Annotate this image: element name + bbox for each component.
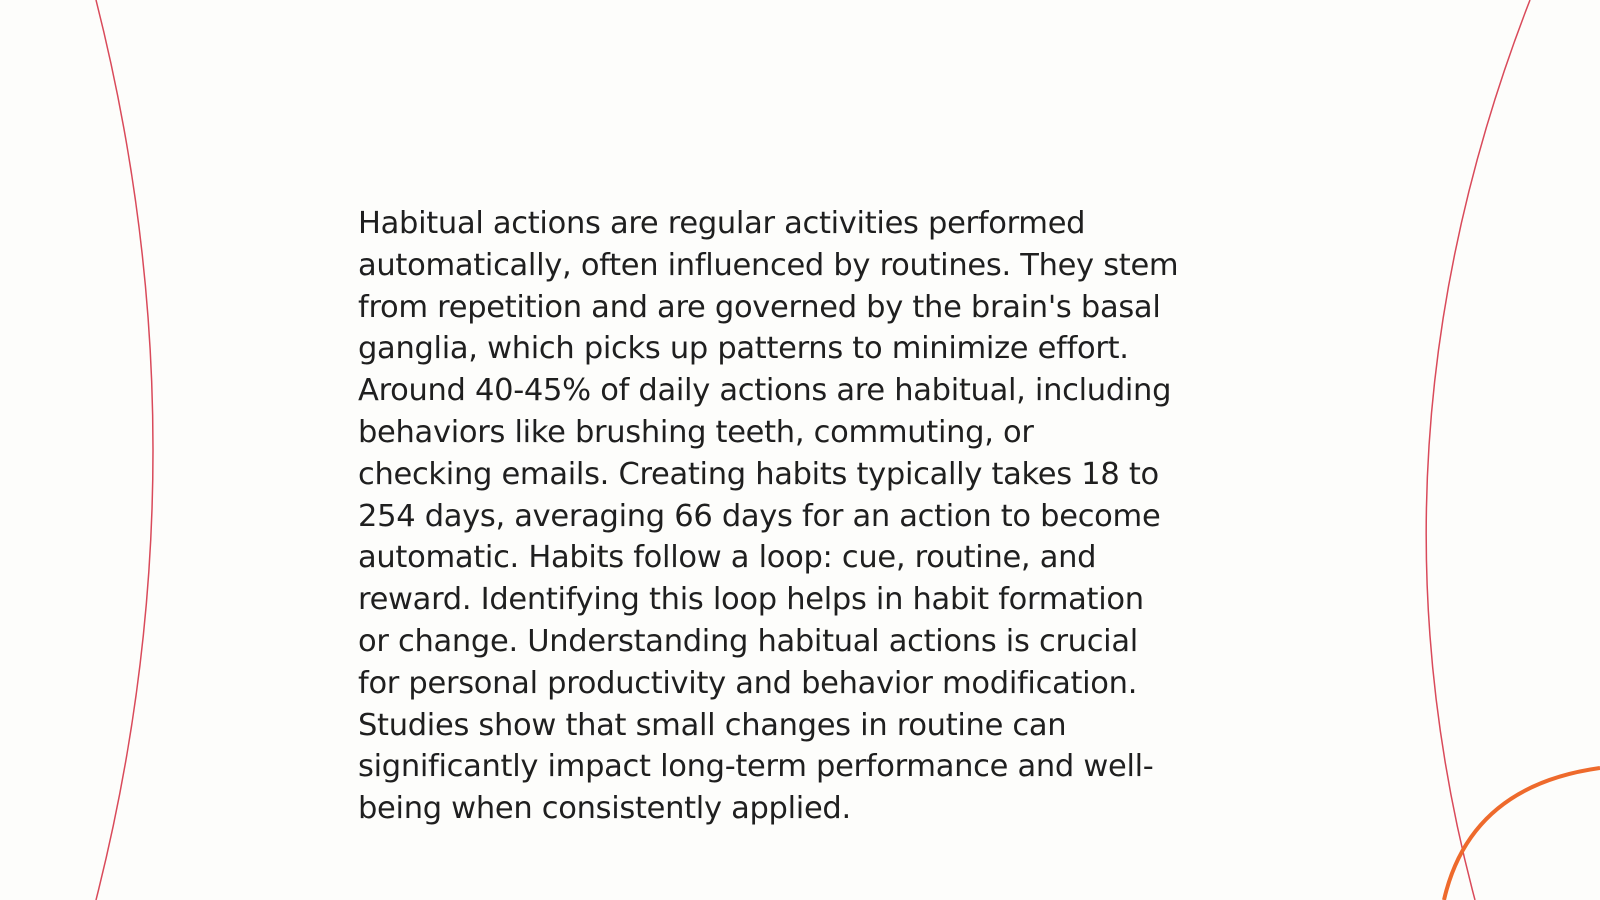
right-curve-line — [1426, 0, 1530, 900]
accent-arc — [1444, 768, 1600, 900]
body-line: Studies show that small changes in routine can — [358, 707, 1067, 743]
body-line: 254 days, averaging 66 days for an action to become — [358, 498, 1161, 534]
body-line: checking emails. Creating habits typically takes 18 to — [358, 456, 1159, 492]
body-line: behaviors like brushing teeth, commuting, or — [358, 414, 1034, 450]
left-curve-line — [96, 0, 153, 900]
body-line: from repetition and are governed by the brain's basal — [358, 289, 1161, 325]
body-line: automatic. Habits follow a loop: cue, routine, and — [358, 540, 1097, 576]
body-line: being when consistently applied. — [358, 791, 851, 827]
body-line: reward. Identifying this loop helps in habit formation — [358, 582, 1144, 618]
body-paragraph — [358, 203, 1248, 830]
body-line: automatically, often influenced by routines. They stem — [358, 247, 1179, 283]
body-line: Habitual actions are regular activities performed — [358, 206, 1086, 241]
body-line: ganglia, which picks up patterns to minimize effort. — [358, 331, 1129, 367]
body-line: for personal productivity and behavior modification. — [358, 665, 1138, 701]
body-line: or change. Understanding habitual actions is crucial — [358, 623, 1138, 659]
body-line: significantly impact long-term performance and well- — [358, 749, 1154, 785]
body-line: Around 40-45% of daily actions are habitual, including — [358, 373, 1172, 409]
